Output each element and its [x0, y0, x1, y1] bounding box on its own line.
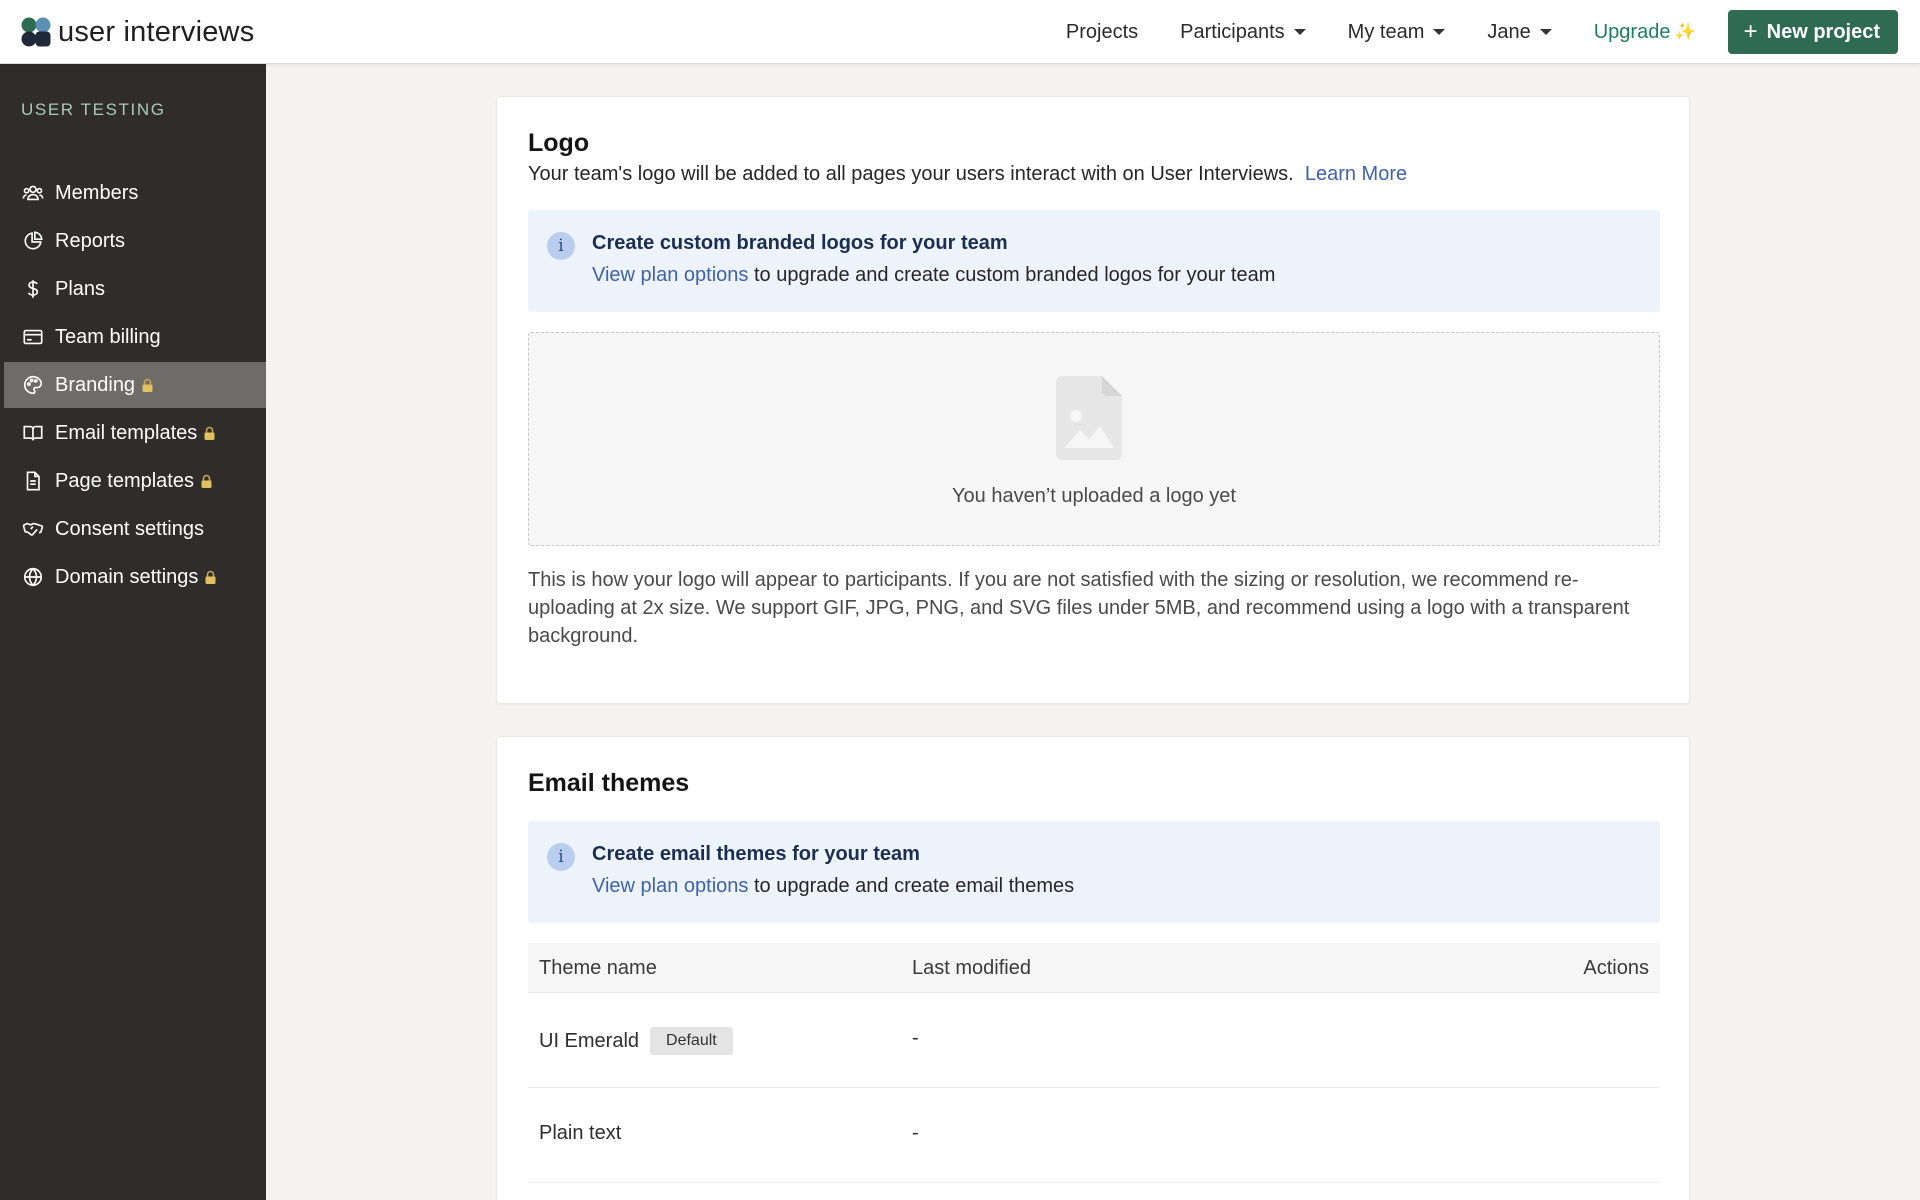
- empty-logo-message: You haven’t uploaded a logo yet: [952, 485, 1236, 507]
- top-navigation-bar: [0, 0, 1920, 64]
- email-themes-table: [528, 943, 1660, 1183]
- nav-user-label: Jane: [1487, 20, 1531, 43]
- sidebar-item-branding[interactable]: [4, 362, 266, 408]
- nav-upgrade[interactable]: [1594, 21, 1696, 44]
- last-modified-cell: -: [912, 1027, 919, 1049]
- sidebar-item-plans[interactable]: [4, 266, 266, 312]
- logo-section-card: [496, 96, 1690, 704]
- lock-icon: [203, 426, 216, 441]
- logo-upgrade-notice: [528, 210, 1660, 312]
- theme-name-cell: Plain text: [539, 1122, 622, 1144]
- sidebar-item-label: Plans: [55, 277, 106, 300]
- table-header: [528, 943, 1660, 993]
- theme-name: UI Emerald: [539, 1030, 640, 1052]
- email-notice-text: to upgrade and create email themes: [753, 875, 1075, 897]
- credit-card-icon: [22, 326, 44, 348]
- column-header-actions: Actions: [1583, 957, 1649, 979]
- sidebar-item-label: Members: [55, 181, 139, 204]
- sidebar-item-label: Page templates: [55, 469, 194, 492]
- email-themes-card: [496, 736, 1690, 1200]
- brand-name: user interviews: [58, 15, 255, 48]
- email-themes-title: Email themes: [528, 769, 690, 797]
- lock-icon: [200, 474, 213, 489]
- users-icon: [22, 182, 44, 204]
- logo-description-text: Your team's logo will be added to all pages your users interact with on User Interviews.: [528, 163, 1294, 185]
- sidebar-item-consent-settings[interactable]: [4, 506, 266, 552]
- logo-help-text: This is how your logo will appear to participants. If you are not satisfied with the sizing or resolution, we recommend re-uploading at 2x size. We support GIF, JPG, PNG, and SVG files under 5MB, and recommend using a logo with a transparent background.: [528, 569, 1630, 647]
- sparkle-icon: ✨: [1674, 22, 1696, 41]
- document-icon: [22, 470, 44, 492]
- plus-icon: +: [1743, 18, 1758, 45]
- nav-my-team-label: My team: [1347, 20, 1425, 43]
- brand-mark-icon: [20, 16, 52, 48]
- logo-section-title: Logo: [528, 129, 590, 157]
- sidebar-item-label: Domain settings: [55, 565, 199, 588]
- sidebar-item-label: Branding: [55, 373, 136, 396]
- dollar-icon: [22, 278, 44, 300]
- settings-sidebar: [0, 64, 266, 1200]
- sidebar-item-label: Reports: [55, 229, 126, 252]
- caret-down-icon: [1294, 29, 1306, 35]
- view-plan-options-link[interactable]: View plan options: [592, 264, 749, 286]
- caret-down-icon: [1433, 29, 1445, 35]
- image-placeholder-icon: [1056, 376, 1122, 460]
- email-notice-body: [592, 875, 1074, 898]
- theme-name-cell: [539, 1027, 733, 1055]
- sidebar-item-team-billing[interactable]: [4, 314, 266, 360]
- nav-my-team[interactable]: [1348, 21, 1446, 44]
- caret-down-icon: [1540, 29, 1552, 35]
- nav-user-menu[interactable]: [1487, 21, 1551, 44]
- logo-notice-text: to upgrade and create custom branded logos for your team: [753, 264, 1276, 286]
- table-row[interactable]: [528, 1088, 1660, 1183]
- new-project-button[interactable]: [1728, 10, 1898, 54]
- globe-icon: [22, 566, 44, 588]
- brand-logo[interactable]: [20, 15, 254, 49]
- sidebar-heading: USER TESTING: [21, 100, 166, 119]
- last-modified-cell: -: [912, 1122, 919, 1144]
- lock-icon: [141, 378, 154, 393]
- new-project-label: New project: [1766, 20, 1880, 43]
- sidebar-item-reports[interactable]: [4, 218, 266, 264]
- email-upgrade-notice: [528, 821, 1660, 923]
- primary-nav: [1024, 10, 1898, 54]
- logo-section-description: [528, 163, 1407, 186]
- logo-notice-body: [592, 264, 1275, 287]
- sidebar-item-label: Team billing: [55, 325, 161, 348]
- sidebar-item-label: Consent settings: [55, 517, 204, 540]
- sidebar-item-page-templates[interactable]: [4, 458, 266, 504]
- info-icon: i: [547, 843, 575, 871]
- handshake-icon: [22, 518, 44, 540]
- nav-projects[interactable]: Projects: [1065, 20, 1139, 43]
- nav-participants-label: Participants: [1180, 20, 1285, 43]
- chart-pie-icon: [22, 230, 44, 252]
- logo-upload-area[interactable]: [528, 332, 1660, 546]
- palette-icon: [22, 374, 44, 396]
- sidebar-item-email-templates[interactable]: [4, 410, 266, 456]
- sidebar-item-domain-settings[interactable]: [4, 554, 266, 600]
- sidebar-item-members[interactable]: [4, 170, 266, 216]
- table-row[interactable]: [528, 993, 1660, 1088]
- info-icon: i: [547, 232, 575, 260]
- logo-notice-title: Create custom branded logos for your team: [592, 232, 1008, 254]
- nav-upgrade-label: Upgrade: [1593, 20, 1671, 43]
- column-header-last-modified: Last modified: [912, 957, 1031, 979]
- sidebar-item-label: Email templates: [55, 421, 198, 444]
- column-header-theme-name: Theme name: [539, 957, 657, 979]
- email-notice-title: Create email themes for your team: [592, 843, 920, 865]
- view-plan-options-link[interactable]: View plan options: [592, 875, 749, 897]
- nav-participants[interactable]: [1180, 21, 1306, 44]
- lock-icon: [204, 570, 217, 585]
- book-icon: [22, 422, 44, 444]
- default-badge: Default: [650, 1027, 733, 1055]
- learn-more-link[interactable]: Learn More: [1304, 163, 1408, 185]
